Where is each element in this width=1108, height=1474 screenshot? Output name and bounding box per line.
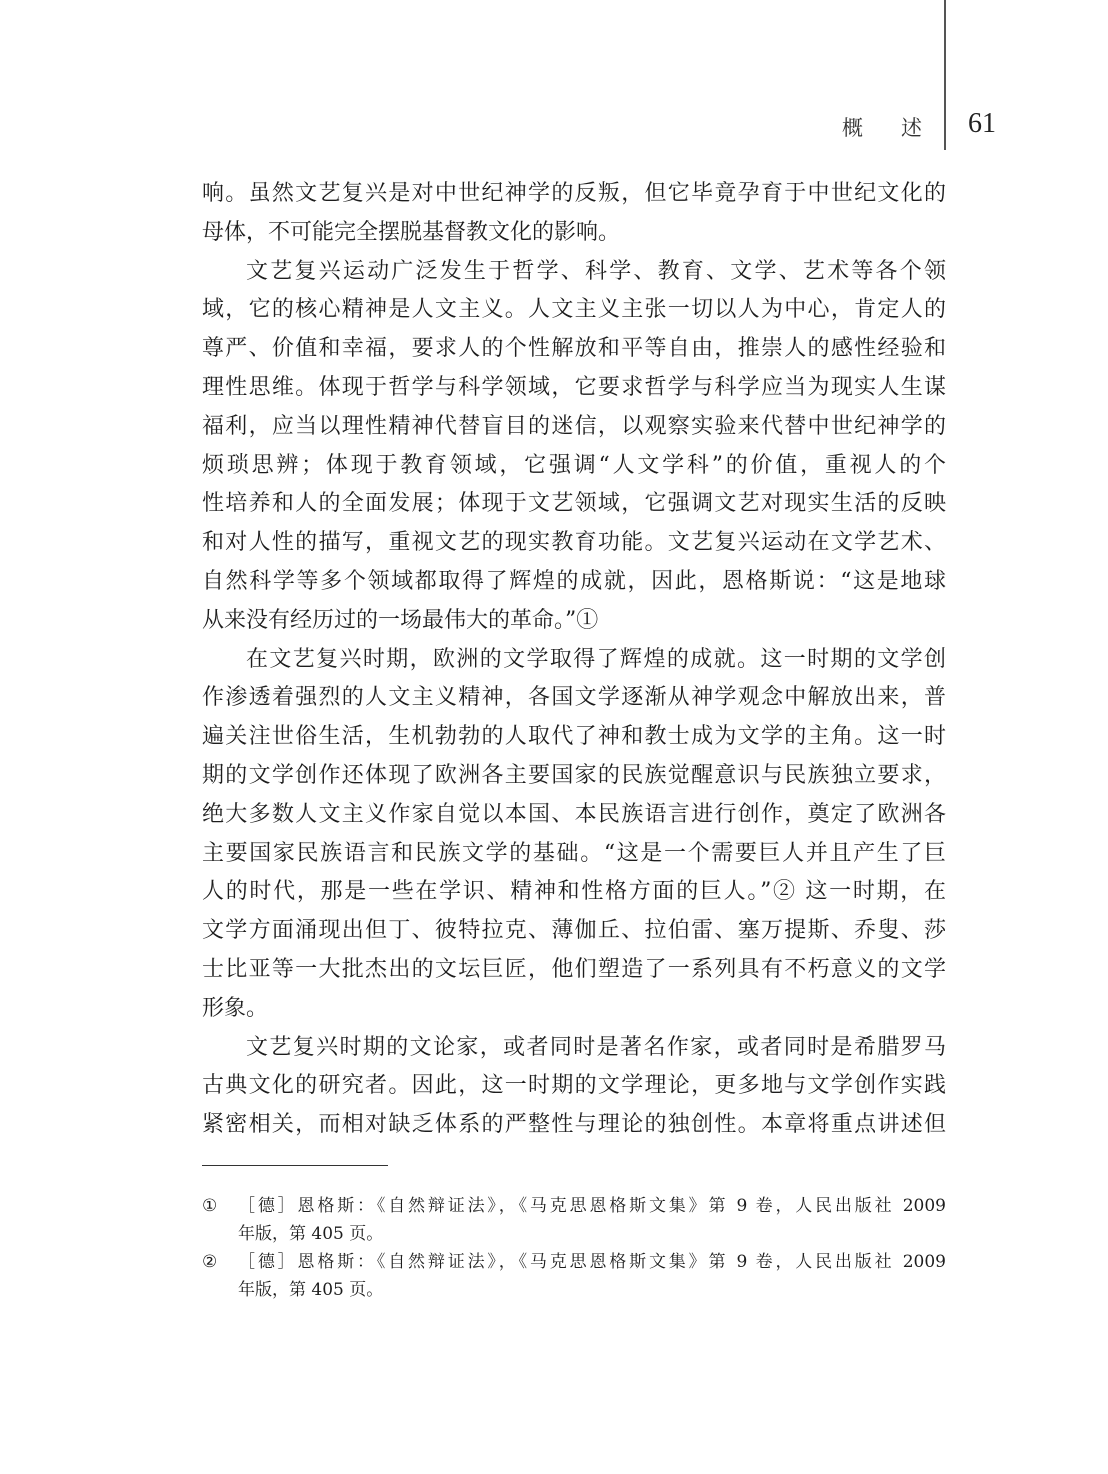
text-line: 文学方面涌现出但丁、彼特拉克、薄伽丘、拉伯雷、塞万提斯、乔叟、莎	[202, 918, 946, 944]
footnote-text	[238, 1248, 946, 1304]
text-line: 域，它的核心精神是人文主义。人文主义主张一切以人为中心，肯定人的	[202, 297, 946, 323]
footnote-mark: ①	[202, 1196, 218, 1216]
text-line: 作渗透着强烈的人文主义精神，各国文学逐渐从神学观念中解放出来，普	[202, 685, 946, 711]
page-number: 61	[968, 108, 996, 139]
text-line: 古典文化的研究者。因此，这一时期的文学理论，更多地与文学创作实践	[202, 1073, 946, 1099]
paragraph	[202, 641, 946, 1029]
text-line: 士比亚等一大批杰出的文坛巨匠，他们塑造了一系列具有不朽意义的文学	[202, 956, 946, 982]
text-line: 从来没有经历过的一场最伟大的革命。”①	[202, 607, 599, 633]
paragraph	[202, 253, 946, 641]
text-line: 响。虽然文艺复兴是对中世纪神学的反叛，但它毕竟孕育于中世纪文化的	[202, 181, 946, 206]
text-line: 文艺复兴运动广泛发生于哲学、科学、教育、文学、艺术等各个领	[246, 258, 946, 284]
text-line: 在文艺复兴时期，欧洲的文学取得了辉煌的成就。这一时期的文学创	[246, 646, 946, 672]
text-line: 尊严、价值和幸福，要求人的个性解放和平等自由，推崇人的感性经验和	[202, 336, 946, 362]
text-line: 烦琐思辨；体现于教育领域，它强调“人文学科”的价值，重视人的个	[202, 452, 946, 478]
footnote-mark: ②	[202, 1252, 218, 1272]
text-line: 理性思维。体现于哲学与科学领域，它要求哲学与科学应当为现实人生谋	[202, 374, 946, 400]
footnote-line: 年版，第 405 页。	[238, 1280, 384, 1300]
footnote-rule	[202, 1165, 388, 1166]
footnote-line: 年版，第 405 页。	[238, 1224, 384, 1244]
footnote	[202, 1248, 946, 1304]
text-line: 性培养和人的全面发展；体现于文艺领域，它强调文艺对现实生活的反映	[202, 491, 946, 517]
text-line: 文艺复兴时期的文论家，或者同时是著名作家，或者同时是希腊罗马	[246, 1034, 946, 1060]
footnotes	[202, 1192, 946, 1304]
text-line: 期的文学创作还体现了欧洲各主要国家的民族觉醒意识与民族独立要求，	[202, 762, 946, 788]
footnote	[202, 1192, 946, 1248]
text-line: 紧密相关，而相对缺乏体系的严整性与理论的独创性。本章将重点讲述但	[202, 1112, 946, 1138]
text-line: 遍关注世俗生活，生机勃勃的人取代了神和教士成为文学的主角。这一时	[202, 724, 946, 750]
footnote-line: ［德］恩格斯：《自然辩证法》，《马克思恩格斯文集》第 9 卷，人民出版社 2009	[238, 1252, 946, 1272]
text-line: 主要国家民族语言和民族文学的基础。“这是一个需要巨人并且产生了巨	[202, 840, 946, 866]
text-line: 福利，应当以理性精神代替盲目的迷信，以观察实验来代替中世纪神学的	[202, 413, 946, 439]
paragraph	[202, 1029, 946, 1145]
text-line: 形象。	[202, 995, 269, 1021]
running-title: 概述	[842, 116, 960, 140]
footnote-line: ［德］恩格斯：《自然辩证法》，《马克思恩格斯文集》第 9 卷，人民出版社 2009	[238, 1196, 946, 1216]
paragraph	[202, 175, 946, 253]
footnote-text	[238, 1192, 946, 1248]
body-text	[202, 175, 946, 1145]
text-line: 自然科学等多个领域都取得了辉煌的成就，因此，恩格斯说：“这是地球	[202, 568, 946, 594]
text-line: 母体，不可能完全摆脱基督教文化的影响。	[202, 219, 621, 245]
text-line: 绝大多数人文主义作家自觉以本国、本民族语言进行创作，奠定了欧洲各	[202, 801, 946, 827]
text-line: 人的时代，那是一些在学识、精神和性格方面的巨人。”② 这一时期，在	[202, 879, 946, 905]
text-line: 和对人性的描写，重视文艺的现实教育功能。文艺复兴运动在文学艺术、	[202, 530, 946, 556]
